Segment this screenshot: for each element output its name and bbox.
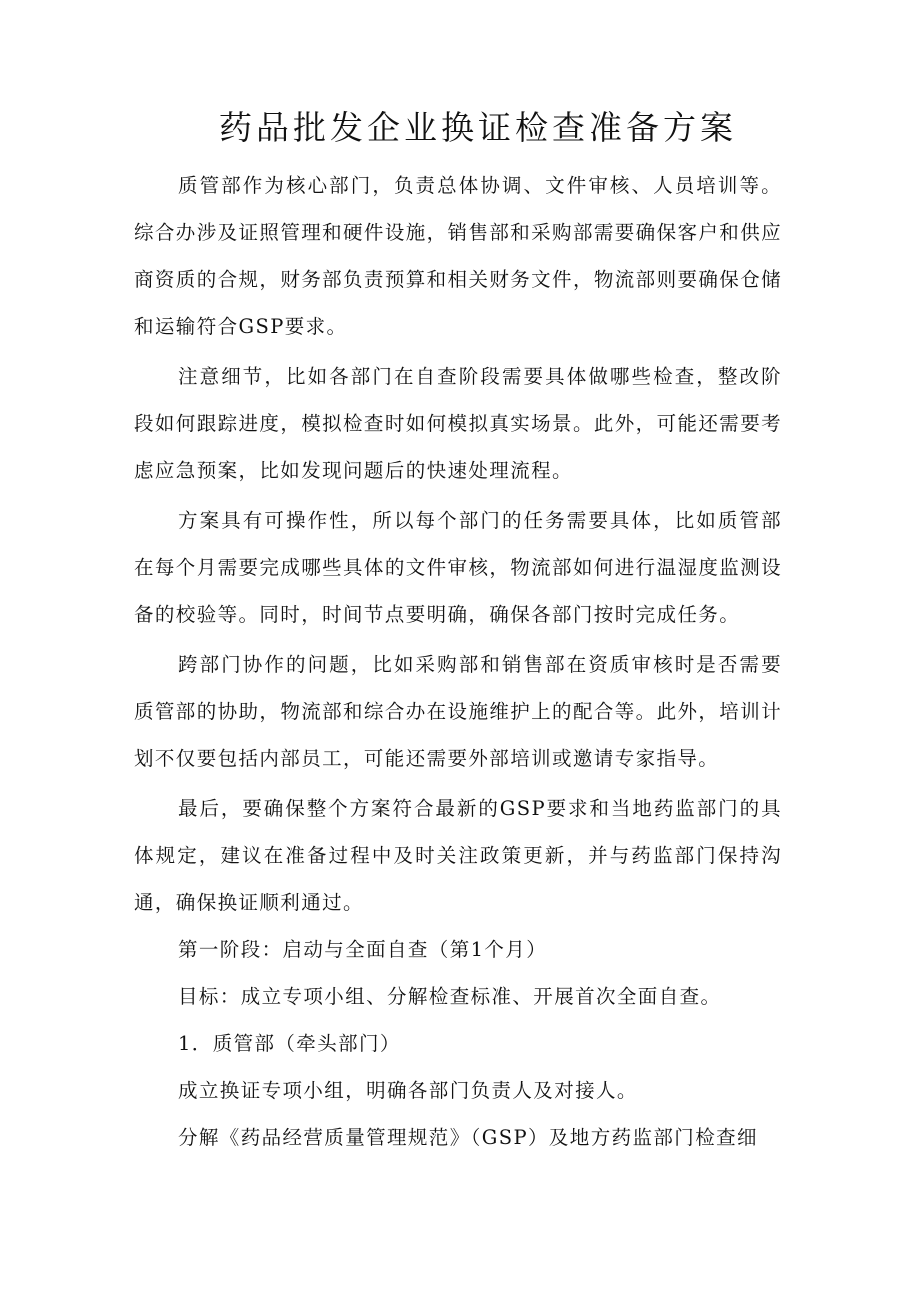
paragraph-operability: 方案具有可操作性，所以每个部门的任务需要具体，比如质管部在每个月需要完成哪些具体的文件审核，物流部如何进行温湿度监测设备的校验等。同时，时间节点要明确，确保各部门按时完成任务。 xyxy=(134,509,782,626)
goal-line: 目标：成立专项小组、分解检查标准、开展首次全面自查。 xyxy=(178,985,722,1008)
paragraph-compliance: 最后，要确保整个方案符合最新的GSP要求和当地药监部门的具体规定，建议在准备过程中及时关注政策更新，并与药监部门保持沟通，确保换证顺利通过。 xyxy=(134,797,782,914)
paragraph-collaboration: 跨部门协作的问题，比如采购部和销售部在资质审核时是否需要质管部的协助，物流部和综合办在设施维护上的配合等。此外，培训计划不仅要包括内部员工，可能还需要外部培训或邀请专家指导。 xyxy=(134,653,782,770)
phase-heading: 第一阶段：启动与全面自查（第1个月） xyxy=(178,938,548,961)
paragraph-departments: 质管部作为核心部门，负责总体协调、文件审核、人员培训等。综合办涉及证照管理和硬件设施，销售部和采购部需要确保客户和供应商资质的合规，财务部负责预算和相关财务文件，物流部则要确保仓储和运输符合GSP要求。 xyxy=(134,174,782,338)
item-line-2: 分解《药品经营质量管理规范》（GSP）及地方药监部门检查细 xyxy=(178,1126,758,1149)
item-line-1: 成立换证专项小组，明确各部门负责人及对接人。 xyxy=(178,1079,638,1102)
paragraph-details: 注意细节，比如各部门在自查阶段需要具体做哪些检查，整改阶段如何跟踪进度，模拟检查时如何模拟真实场景。此外，可能还需要考虑应急预案，比如发现问题后的快速处理流程。 xyxy=(134,365,782,482)
document-title: 药品批发企业换证检查准备方案 xyxy=(219,108,737,147)
item-heading: 1．质管部（牵头部门） xyxy=(178,1032,401,1055)
document-body xyxy=(134,162,782,1161)
